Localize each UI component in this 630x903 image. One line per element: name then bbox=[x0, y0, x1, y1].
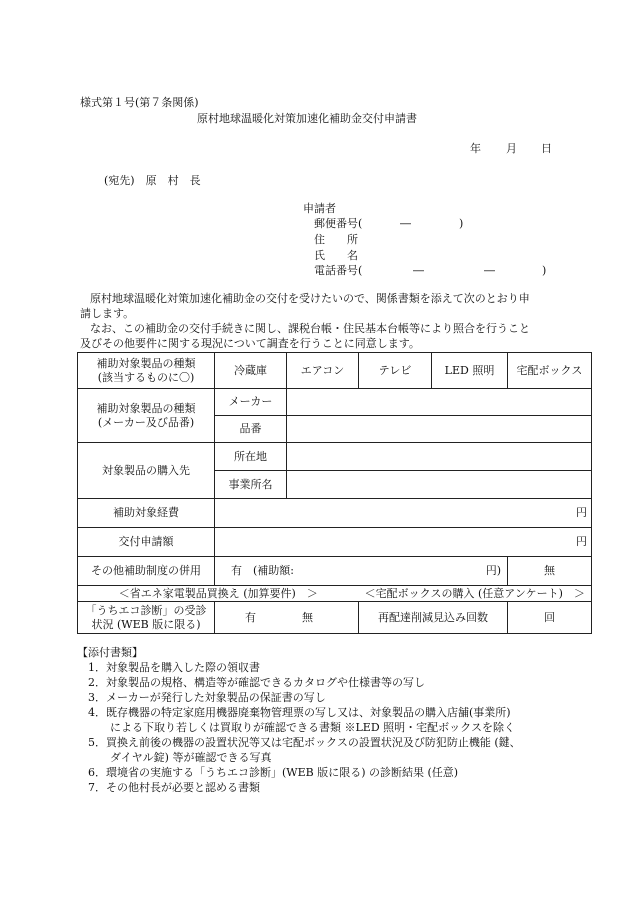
cost-input[interactable] bbox=[215, 499, 592, 528]
form-number: 様式第１号(第７条関係) bbox=[80, 96, 199, 109]
product-type-label-line2: (該当するものに〇) bbox=[97, 370, 195, 384]
product-option-air-conditioner[interactable]: エアコン bbox=[287, 353, 359, 389]
attachment-item-5-cont: ダイヤル錠) 等が確認できる写真 bbox=[88, 751, 272, 764]
section-energy-saving: ＜省エネ家電製品買換え (加算要件) ＞ bbox=[78, 586, 359, 602]
attachment-item-5: 5．買換え前後の機器の設置状況等又は宅配ボックスの設置状況及び防犯防止機能 (鍵、 bbox=[88, 736, 521, 749]
body-para1-line1: 原村地球温暖化対策加速化補助金の交付を受けたいので、関係書類を添えて次のとおり申 bbox=[90, 292, 530, 305]
applicant-heading: 申請者 bbox=[303, 202, 336, 215]
addressee: (宛先) 原 村 長 bbox=[104, 174, 201, 187]
attachment-item-2: 2．対象製品の規格、構造等が確認できるカタログや仕様書等の写し bbox=[88, 676, 425, 689]
eco-diagnosis-label bbox=[78, 602, 215, 634]
apply-amount-input[interactable] bbox=[215, 528, 592, 557]
cost-unit: 円 bbox=[576, 506, 587, 519]
date-day: 日 bbox=[541, 142, 552, 155]
body-para2-line2: 及びその他要件に関する現況について調査を行うことに同意します。 bbox=[80, 337, 420, 350]
redelivery-count-input[interactable] bbox=[508, 602, 592, 634]
other-subsidy-label: その他補助制度の併用 bbox=[78, 557, 215, 586]
address-label: 住 所 bbox=[314, 233, 358, 246]
office-label: 事業所名 bbox=[215, 471, 287, 499]
product-option-delivery-box[interactable]: 宅配ボックス bbox=[508, 353, 592, 389]
other-subsidy-yes-unit: 円) bbox=[485, 564, 501, 577]
phone-dash-2: ― bbox=[484, 264, 495, 277]
product-option-television[interactable]: テレビ bbox=[359, 353, 432, 389]
section-heading-row bbox=[78, 586, 592, 602]
product-type-label-line1: 補助対象製品の種類 bbox=[96, 356, 196, 370]
date-month: 月 bbox=[506, 142, 517, 155]
maker-model-label bbox=[78, 389, 215, 443]
model-input[interactable] bbox=[287, 416, 592, 443]
cost-row bbox=[78, 499, 592, 528]
attachment-item-4: 4．既存機器の特定家庭用機器廃棄物管理票の写し又は、対象製品の購入店舗(事業所) bbox=[88, 706, 511, 719]
attachment-item-1: 1．対象製品を購入した際の領収書 bbox=[88, 661, 260, 674]
model-label: 品番 bbox=[215, 416, 287, 443]
date-year: 年 bbox=[470, 142, 481, 155]
office-input[interactable] bbox=[287, 471, 592, 499]
eco-diagnosis-row bbox=[78, 602, 592, 634]
attachment-item-7: 7．その他村長が必要と認める書類 bbox=[88, 781, 260, 794]
body-para2-line1: なお、この補助金の交付手続きに関し、課税台帳・住民基本台帳等により照合を行うこと bbox=[90, 322, 530, 335]
product-option-led-lighting[interactable]: LED 照明 bbox=[432, 353, 508, 389]
other-subsidy-yes[interactable] bbox=[215, 557, 508, 586]
location-row bbox=[78, 443, 592, 471]
eco-diagnosis-no[interactable]: 無 bbox=[302, 611, 313, 624]
attachment-item-3: 3．メーカーが発行した対象製品の保証書の写し bbox=[88, 691, 326, 704]
redelivery-unit: 回 bbox=[544, 610, 555, 624]
attachment-item-4-cont: による下取り若しくは買取りが確認できる書類 ※LED 照明・宅配ボックスを除く bbox=[88, 721, 516, 734]
location-label: 所在地 bbox=[215, 443, 287, 471]
name-label: 氏 名 bbox=[314, 249, 358, 262]
eco-diagnosis-options[interactable] bbox=[215, 602, 359, 634]
maker-model-label-line2: (メーカー及び品番) bbox=[97, 415, 195, 429]
product-type-row bbox=[78, 353, 592, 389]
eco-diagnosis-yes[interactable]: 有 bbox=[245, 611, 256, 624]
other-subsidy-row bbox=[78, 557, 592, 586]
location-input[interactable] bbox=[287, 443, 592, 471]
postal-code-label: 郵便番号( bbox=[314, 217, 363, 230]
phone-dash-1: ― bbox=[413, 264, 424, 277]
maker-input[interactable] bbox=[287, 389, 592, 416]
document-title: 原村地球温暖化対策加速化補助金交付申請書 bbox=[197, 112, 417, 125]
section-delivery-box: ＜宅配ボックスの購入 (任意アンケート) ＞ bbox=[359, 586, 592, 602]
eco-diagnosis-label-line1: 「うちエコ診断」の受診 bbox=[85, 603, 207, 617]
body-para1-line2: 請します。 bbox=[80, 307, 135, 320]
maker-label: メーカー bbox=[215, 389, 287, 416]
phone-close: ) bbox=[542, 264, 547, 277]
product-type-label bbox=[78, 353, 215, 389]
other-subsidy-no[interactable]: 無 bbox=[508, 557, 592, 586]
apply-amount-unit: 円 bbox=[576, 535, 587, 548]
postal-code-close: ) bbox=[459, 217, 464, 230]
redelivery-label: 再配達削減見込み回数 bbox=[359, 602, 508, 634]
application-table bbox=[77, 352, 592, 634]
attachments-heading: 【添付書類】 bbox=[77, 646, 143, 659]
phone-label: 電話番号( bbox=[314, 264, 363, 277]
other-subsidy-yes-label: 有 (補助額: bbox=[231, 564, 294, 577]
cost-label: 補助対象経費 bbox=[78, 499, 215, 528]
attachment-item-6: 6．環境省の実施する「うちエコ診断」(WEB 版に限る) の診断結果 (任意) bbox=[88, 766, 459, 779]
purchase-place-label: 対象製品の購入先 bbox=[78, 443, 215, 499]
product-option-refrigerator[interactable]: 冷蔵庫 bbox=[215, 353, 287, 389]
eco-diagnosis-label-line2: 状況 (WEB 版に限る) bbox=[91, 617, 201, 631]
apply-amount-row bbox=[78, 528, 592, 557]
apply-amount-label: 交付申請額 bbox=[78, 528, 215, 557]
maker-model-label-line1: 補助対象製品の種類 bbox=[96, 401, 196, 415]
maker-row bbox=[78, 389, 592, 416]
postal-code-dash: ― bbox=[400, 217, 411, 230]
